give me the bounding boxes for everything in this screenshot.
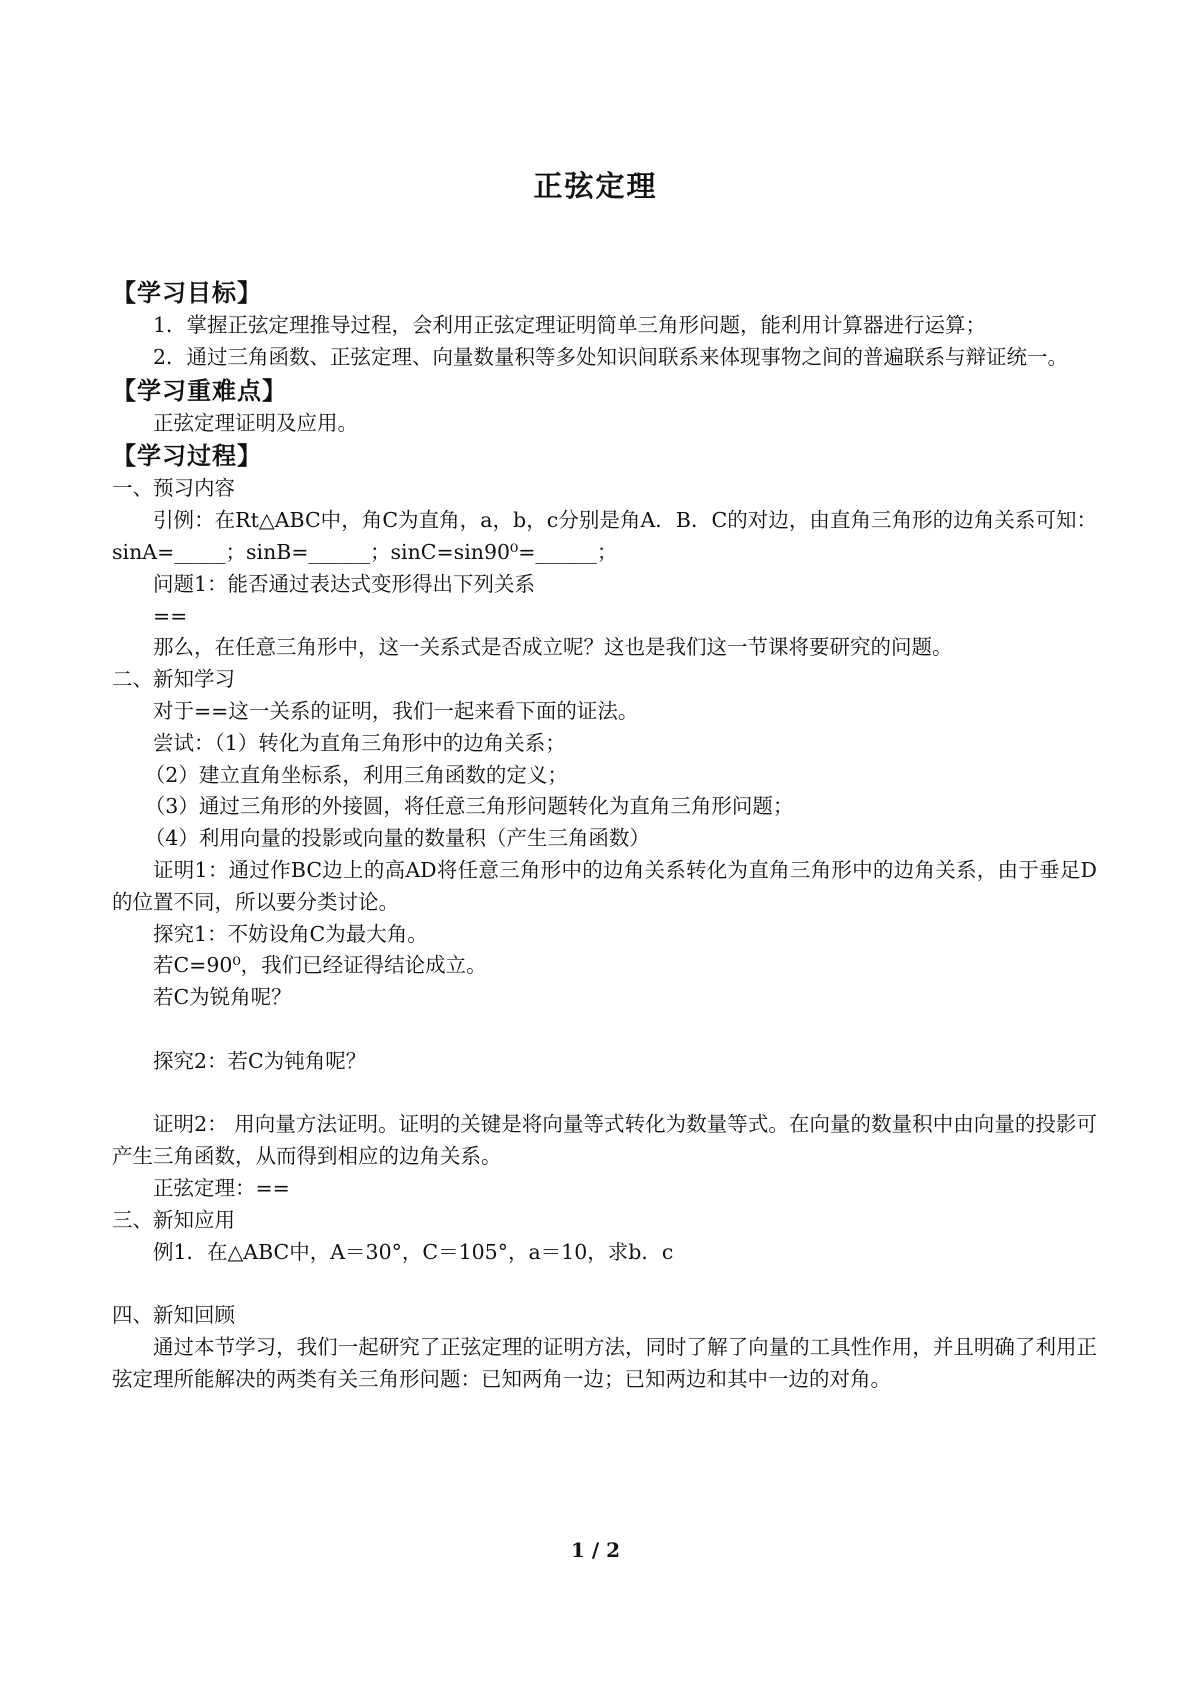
page-number: 1 / 2 [570,1538,621,1562]
explore-1-b: 若C为锐角呢？ [153,985,292,1010]
document-body [112,276,1097,1396]
part1-question-2: 那么，在任意三角形中，这一关系式是否成立呢？这也是我们这一节课将要研究的问题。 [153,635,953,660]
page-title: 正弦定理 [533,169,658,203]
key-text: 正弦定理证明及应用。 [153,410,358,435]
explore-1-a: 若C=90⁰，我们已经证得结论成立。 [153,953,487,978]
proof-2: 证明2： 用向量方法证明。证明的关键是将向量等式转化为数量等式。在向量的数量积中由向量的投影可产生三角函数，从而得到相应的边角关系。 [112,1112,1097,1169]
part2-heading: 二、新知学习 [112,667,235,692]
sine-theorem: 正弦定理：== [153,1175,290,1200]
explore-2: 探究2：若C为钝角呢？ [153,1048,367,1073]
part1-question-1: 问题1：能否通过表达式变形得出下列关系 [153,571,536,596]
part2-try-4: （4）利用向量的投影或向量的数量积（产生三角函数） [144,826,650,851]
part2-try-1: 尝试：（1）转化为直角三角形中的边角关系； [153,730,566,755]
part1-heading: 一、预习内容 [112,476,235,501]
blank-space [112,1078,1097,1110]
part3-heading: 三、新知应用 [112,1207,235,1232]
process-heading: 【学习过程】 [112,442,262,471]
review-text: 通过本节学习，我们一起研究了正弦定理的证明方法，同时了解了向量的工具性作用，并且明确了利用正弦定理所能解决的两类有关三角形问题：已知两角一边；已知两边和其中一边的对角。 [112,1334,1097,1391]
key-heading: 【学习重难点】 [112,376,287,405]
part2-intro: 对于==这一关系的证明，我们一起来看下面的证法。 [153,698,639,723]
goals-heading: 【学习目标】 [112,279,262,307]
goal-1: 1．掌握正弦定理推导过程，会利用正弦定理证明简单三角形问题，能利用计算器进行运算； [153,313,987,337]
blank-space [112,1014,1097,1046]
goal-2: 2．通过三角函数、正弦定理、向量数量积等多处知识间联系来体现事物之间的普遍联系与辩证统一。 [153,344,1069,369]
example-1: 例1．在△ABC中，A＝30°，C＝105°，a＝10，求b．c [153,1239,674,1264]
part1-intro: 引例：在Rt△ABC中，角C为直角，a，b，c分别是角A．B．C的对边，由直角三角形的边角关系可知：sinA=_____；sinB=______；sinC=sin90⁰=______； [112,508,1097,564]
part2-try-2: （2）建立直角坐标系，利用三角函数的定义； [144,762,568,787]
blank-space [112,1268,1097,1300]
part2-try-3: （3）通过三角形的外接圆，将任意三角形问题转化为直角三角形问题； [144,794,794,819]
part4-heading: 四、新知回顾 [112,1303,235,1328]
explore-1: 探究1：不妨设角C为最大角。 [153,921,428,946]
proof-1: 证明1：通过作BC边上的高AD将任意三角形中的边角关系转化为直角三角形中的边角关系，由于垂足D的位置不同，所以要分类讨论。 [112,857,1097,914]
part1-equation: == [153,603,188,628]
